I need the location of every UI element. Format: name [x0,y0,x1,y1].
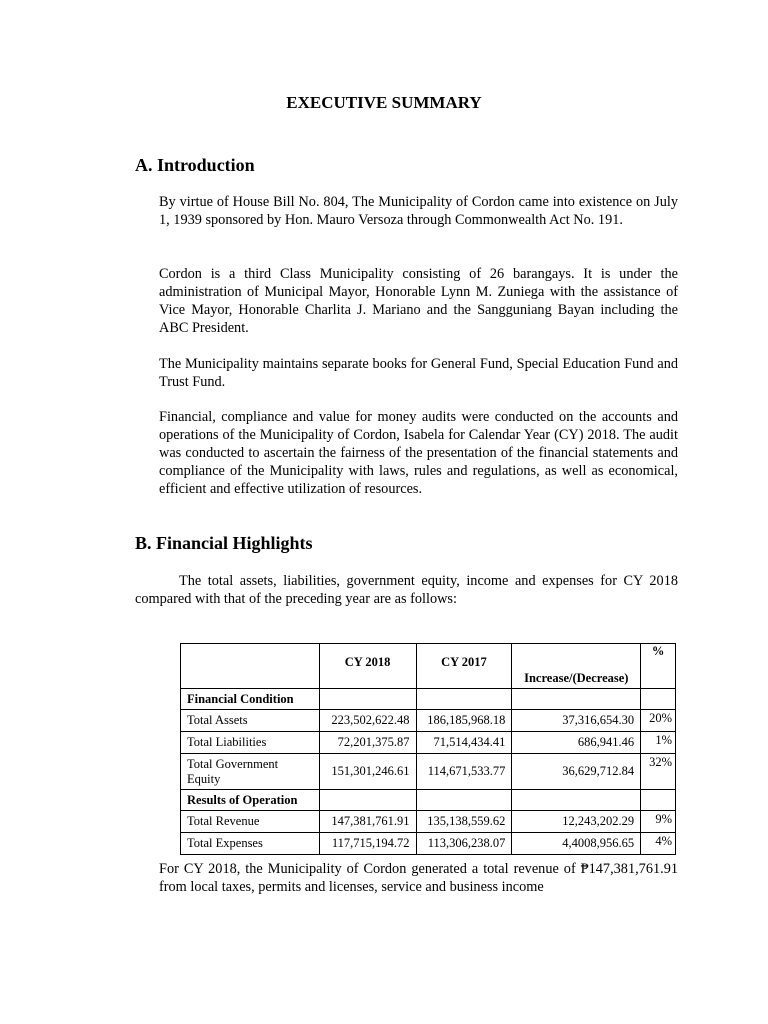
financial-intro-paragraph: The total assets, liabilities, government equity, income and expenses for CY 2018 compared with that of the preceding year are as follows: [135,573,678,607]
row-percent: 9% [641,811,676,833]
table-header-row [181,644,676,689]
table-row [181,754,676,790]
row-cy2018: 147,381,761.91 [319,811,416,833]
row-label: Total Liabilities [181,732,320,754]
section-b-heading: B. Financial Highlights [135,533,313,553]
row-percent: 4% [641,833,676,855]
row-label: Total Assets [181,710,320,732]
table-row [181,811,676,833]
table-header-percent: % [641,644,676,689]
row-cy2017: 114,671,533.77 [416,754,512,790]
row-percent: 20% [641,710,676,732]
row-cy2018: 117,715,194.72 [319,833,416,855]
table-row [181,732,676,754]
table-group-row [181,790,676,811]
row-cy2018: 72,201,375.87 [319,732,416,754]
row-label: Total Government Equity [181,754,320,790]
intro-paragraph-3: The Municipality maintains separate books for General Fund, Special Education Fund and Trust Fund. [159,356,678,390]
page-title: EXECUTIVE SUMMARY [286,93,482,112]
table-header-blank [181,644,320,689]
row-change: 12,243,202.29 [512,811,641,833]
intro-paragraph-4: Financial, compliance and value for money audits were conducted on the accounts and operations of the Municipality of Cordon, Isabela for Calendar Year (CY) 2018. The audit was conducted to ascertain the fairness of the presentation of the financial statements and compliance of the Municipality with laws, rules and regulations, as well as economical, efficient and effective utilization of resources. [159,409,678,497]
row-cy2017: 135,138,559.62 [416,811,512,833]
row-percent: 32% [641,754,676,790]
intro-paragraph-2: Cordon is a third Class Municipality consisting of 26 barangays. It is under the administration of Municipal Mayor, Honorable Lynn M. Zuniega with the assistance of Vice Mayor, Honorable Charlita J. Mariano and the Sangguniang Bayan including the ABC President. [159,266,678,336]
table-row [181,710,676,732]
row-label: Total Expenses [181,833,320,855]
table-group-row [181,689,676,710]
table-row [181,833,676,855]
row-cy2018: 223,502,622.48 [319,710,416,732]
table-header-cy2017: CY 2017 [416,644,512,689]
financial-highlights-table [180,643,676,855]
table-group-label: Financial Condition [181,689,320,710]
table-group-label: Results of Operation [181,790,320,811]
row-change: 686,941.46 [512,732,641,754]
table-header-cy2018: CY 2018 [319,644,416,689]
intro-paragraph-1: By virtue of House Bill No. 804, The Municipality of Cordon came into existence on July 1, 1939 sponsored by Hon. Mauro Versoza through Commonwealth Act No. 191. [159,194,678,228]
row-change: 4,4008,956.65 [512,833,641,855]
row-label: Total Revenue [181,811,320,833]
row-cy2017: 71,514,434.41 [416,732,512,754]
row-cy2018: 151,301,246.61 [319,754,416,790]
row-change: 36,629,712.84 [512,754,641,790]
row-change: 37,316,654.30 [512,710,641,732]
row-percent: 1% [641,732,676,754]
row-cy2017: 113,306,238.07 [416,833,512,855]
table-header-change: Increase/(Decrease) [512,644,641,689]
row-cy2017: 186,185,968.18 [416,710,512,732]
revenue-closing-paragraph: For CY 2018, the Municipality of Cordon generated a total revenue of ₱147,381,761.91 from local taxes, permits and licenses, service and business income [159,861,678,895]
section-a-heading: A. Introduction [135,155,255,175]
